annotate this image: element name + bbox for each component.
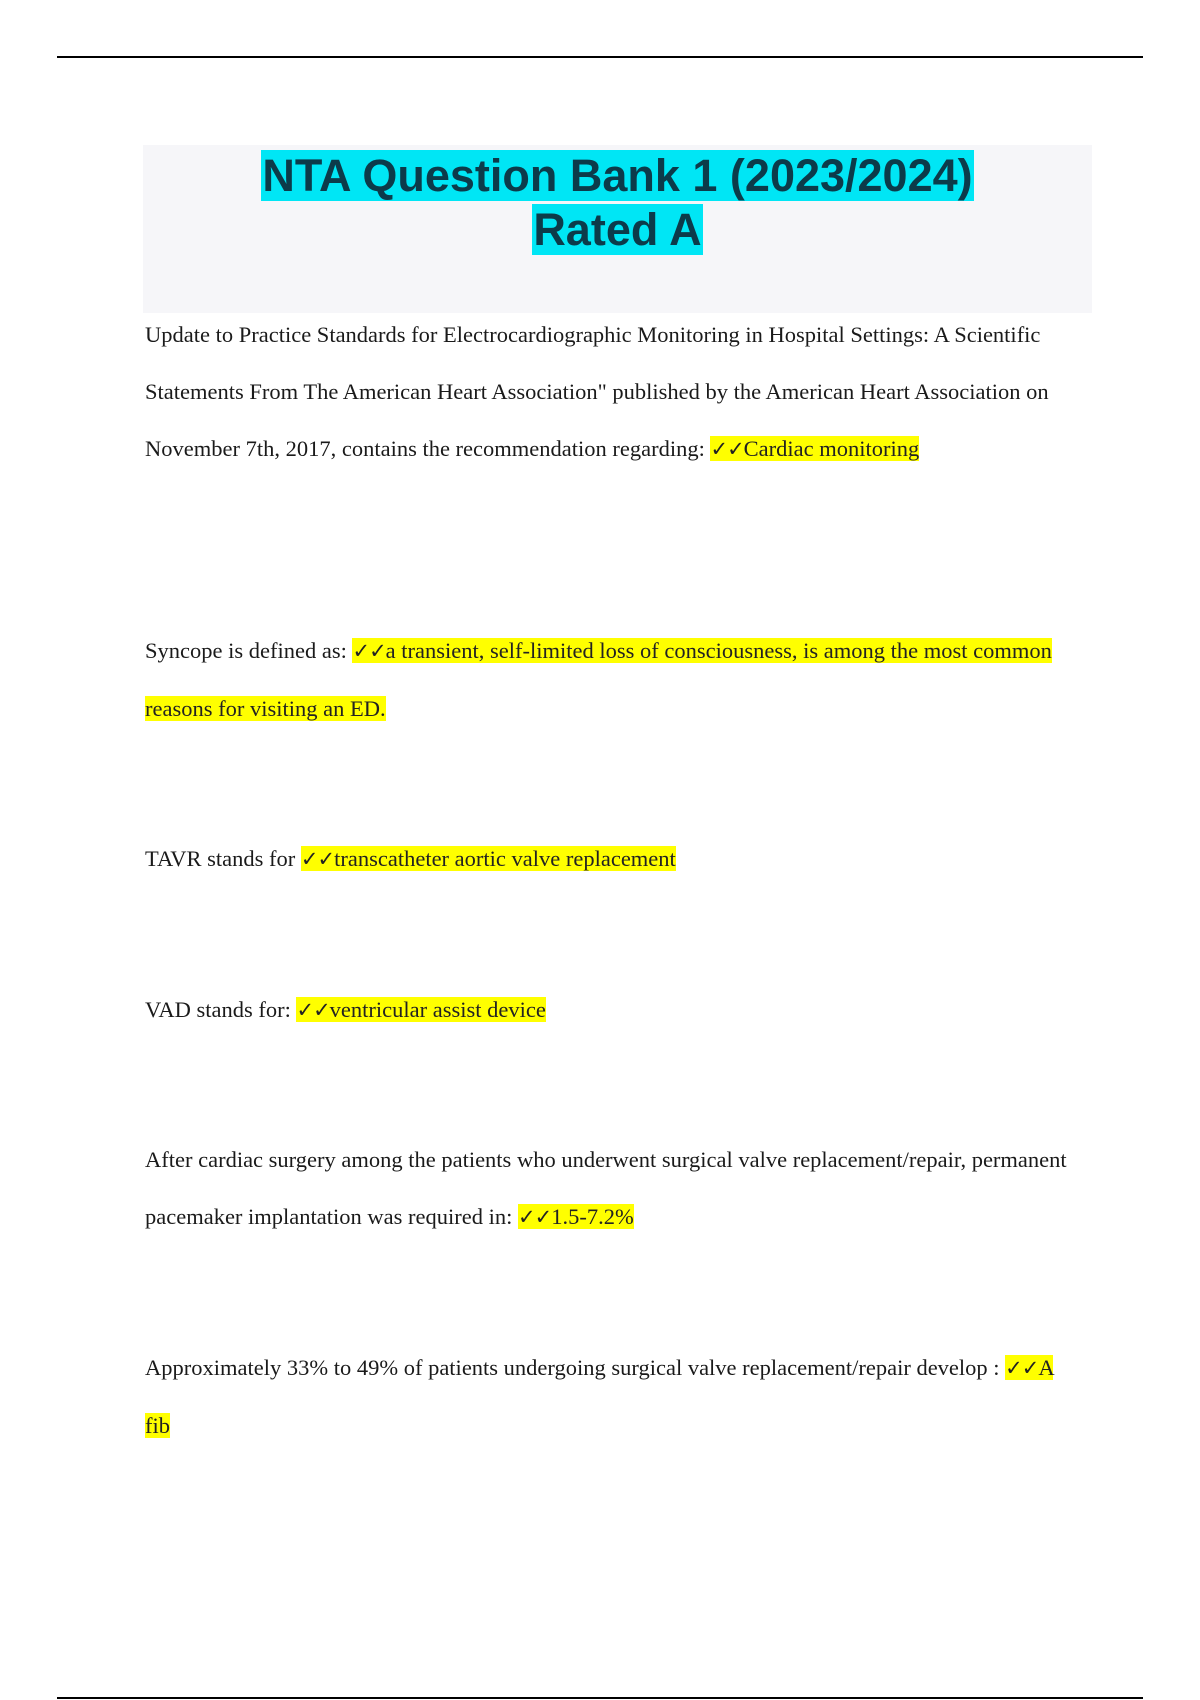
answer-highlight — [301, 846, 676, 871]
qa-item-3 — [145, 830, 1075, 888]
qa-item-4 — [145, 981, 1075, 1039]
bottom-rule — [57, 1697, 1143, 1699]
title-banner — [143, 145, 1092, 313]
question-text: TAVR stands for — [145, 846, 301, 871]
qa-item-1 — [145, 306, 1075, 478]
double-check-icon: ✓✓ — [1005, 1356, 1039, 1380]
answer-highlight — [296, 997, 545, 1022]
answer-text: 1.5-7.2% — [551, 1204, 634, 1229]
answer-text: A fib — [145, 1355, 1054, 1438]
title-line-2: Rated A — [533, 204, 702, 255]
answer-highlight — [518, 1204, 634, 1229]
double-check-icon: ✓✓ — [352, 639, 386, 663]
top-rule — [57, 56, 1143, 58]
answer-text: transcatheter aortic valve replacement — [334, 846, 676, 871]
double-check-icon: ✓✓ — [710, 437, 744, 461]
question-text: Update to Practice Standards for Electrocardiographic Monitoring in Hospital Settings: A Scientific Statements From The American Heart Association" published by the American Heart Association on November 7th, 2017, contains the recommendation regarding: — [145, 322, 1049, 461]
question-text: Syncope is defined as: — [145, 638, 353, 663]
question-text: After cardiac surgery among the patients who underwent surgical valve replacement/repair, permanent pacemaker implantation was required in: — [145, 1147, 1067, 1229]
title-line-1: NTA Question Bank 1 (2023/2024) — [262, 150, 973, 201]
qa-item-6 — [145, 1339, 1075, 1454]
document-title — [143, 145, 1092, 257]
answer-text: a transient, self-limited loss of consciousness, is among the most common reasons for visiting an ED. — [145, 638, 1052, 721]
answer-text: ventricular assist device — [329, 997, 546, 1022]
answer-text: Cardiac monitoring — [743, 436, 920, 461]
question-text: VAD stands for: — [145, 997, 297, 1022]
answer-highlight — [710, 436, 919, 461]
double-check-icon: ✓✓ — [300, 847, 335, 871]
qa-item-2 — [145, 622, 1075, 737]
question-text: Approximately 33% to 49% of patients undergoing surgical valve replacement/repair develop : — [145, 1355, 1006, 1380]
qa-item-5 — [145, 1131, 1075, 1246]
double-check-icon: ✓✓ — [518, 1205, 552, 1229]
double-check-icon: ✓✓ — [296, 998, 330, 1022]
